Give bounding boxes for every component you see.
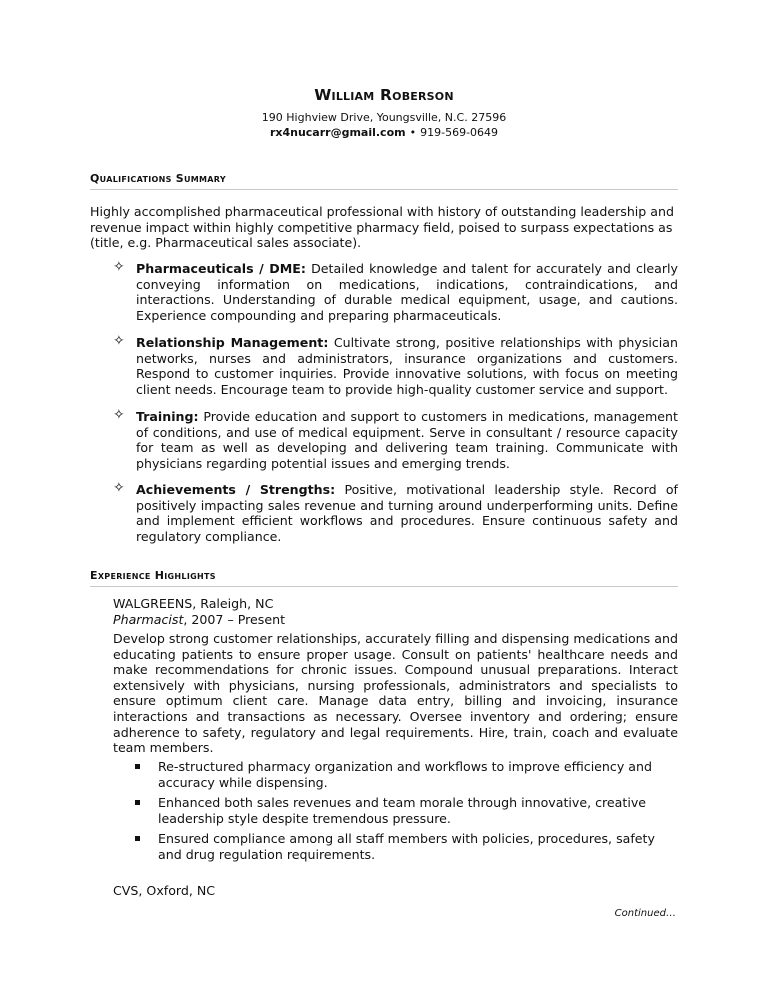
email-address: rx4nucarr@gmail.com xyxy=(269,126,406,139)
job-dates: , 2007 – Present xyxy=(183,612,286,627)
qualification-title: Relationship Management: xyxy=(136,335,329,350)
contact-line xyxy=(0,125,768,141)
experience-heading: Experience Highlights xyxy=(90,569,216,582)
qualification-title: Pharmaceuticals / DME: xyxy=(136,261,306,276)
candidate-name: William Roberson xyxy=(314,86,454,104)
qualification-item xyxy=(136,482,678,544)
achievement-item: Re-structured pharmacy organization and workflows to improve efficiency and accuracy while dispensing. xyxy=(158,759,652,790)
qualification-item xyxy=(136,335,678,397)
qualification-text: Cultivate strong, positive relationships with physician networks, nurses and administrators, insurance organizations and customers. Respond to customer inquiries. Provide innovative solutions, with focus on meeting client needs. Encourage team to provide high-quality customer service and support. xyxy=(136,335,678,397)
job-title-line xyxy=(113,612,285,628)
achievement-item: Enhanced both sales revenues and team morale through innovative, creative leadership style despite tremendous pressure. xyxy=(158,795,647,826)
square-bullet-icon xyxy=(135,800,140,805)
qualifications-intro: Highly accomplished pharmaceutical professional with history of outstanding leadership and revenue impact within highly competitive pharmacy field, poised to surpass expectations as (title, e.g. Pharmaceutical sales associate). xyxy=(90,204,674,251)
employer-line: WALGREENS, Raleigh, NC xyxy=(113,596,274,611)
qualification-text: Detailed knowledge and talent for accurately and clearly conveying information on medications, indications, contraindications, and interactions. Understanding of durable medical equipment, usage, and cautions. Experience compounding and preparing pharmaceuticals. xyxy=(136,261,678,323)
diamond-bullet-icon: ✧ xyxy=(113,407,125,423)
employer-line: CVS, Oxford, NC xyxy=(113,883,216,898)
address-line: 190 Highview Drive, Youngsville, N.C. 27596 xyxy=(261,111,507,124)
diamond-bullet-icon: ✧ xyxy=(113,480,125,496)
qualification-text: Provide education and support to customers in medications, management of conditions, and use of medical equipment. Serve in consultant / resource capacity for team as well as developing and delivering team training. Communicate with physicians regarding potential issues and emerging trends. xyxy=(136,409,678,471)
qualification-title: Training: xyxy=(136,409,199,424)
continued-note: Continued… xyxy=(614,908,676,919)
qualification-title: Achievements / Strengths: xyxy=(136,482,336,497)
square-bullet-icon xyxy=(135,836,140,841)
contact-separator: • xyxy=(409,126,417,139)
job-title: Pharmacist xyxy=(113,612,184,627)
phone-number: 919-569-0649 xyxy=(420,126,499,139)
qualification-text: Positive, motivational leadership style. Record of positively impacting sales revenue and turning around underperforming units. Define and implement efficient workflows and procedures. Ensure continuous safety and regulatory compliance. xyxy=(136,482,678,544)
diamond-bullet-icon: ✧ xyxy=(113,259,125,275)
qualification-item xyxy=(136,261,678,323)
section-divider xyxy=(90,586,678,587)
square-bullet-icon xyxy=(135,764,140,769)
diamond-bullet-icon: ✧ xyxy=(113,333,125,349)
job-description: Develop strong customer relationships, accurately filling and dispensing medications and educating patients to ensure proper usage. Consult on patients' healthcare needs and make recommendations for chronic issues. Compound unusual preparations. Interact extensively with physicians, nursing professionals, administrators and specialists to ensure optimum client care. Manage data entry, billing and invoicing, insurance interactions and transactions as necessary. Oversee inventory and ordering; ensure adherence to safety, regulatory and legal requirements. Hire, train, coach and evaluate team members. xyxy=(113,631,678,756)
qualification-item xyxy=(136,409,678,471)
qualifications-heading: Qualifications Summary xyxy=(90,172,226,185)
achievement-item: Ensured compliance among all staff members with policies, procedures, safety and drug regulation requirements. xyxy=(158,831,655,862)
section-divider xyxy=(90,189,678,190)
